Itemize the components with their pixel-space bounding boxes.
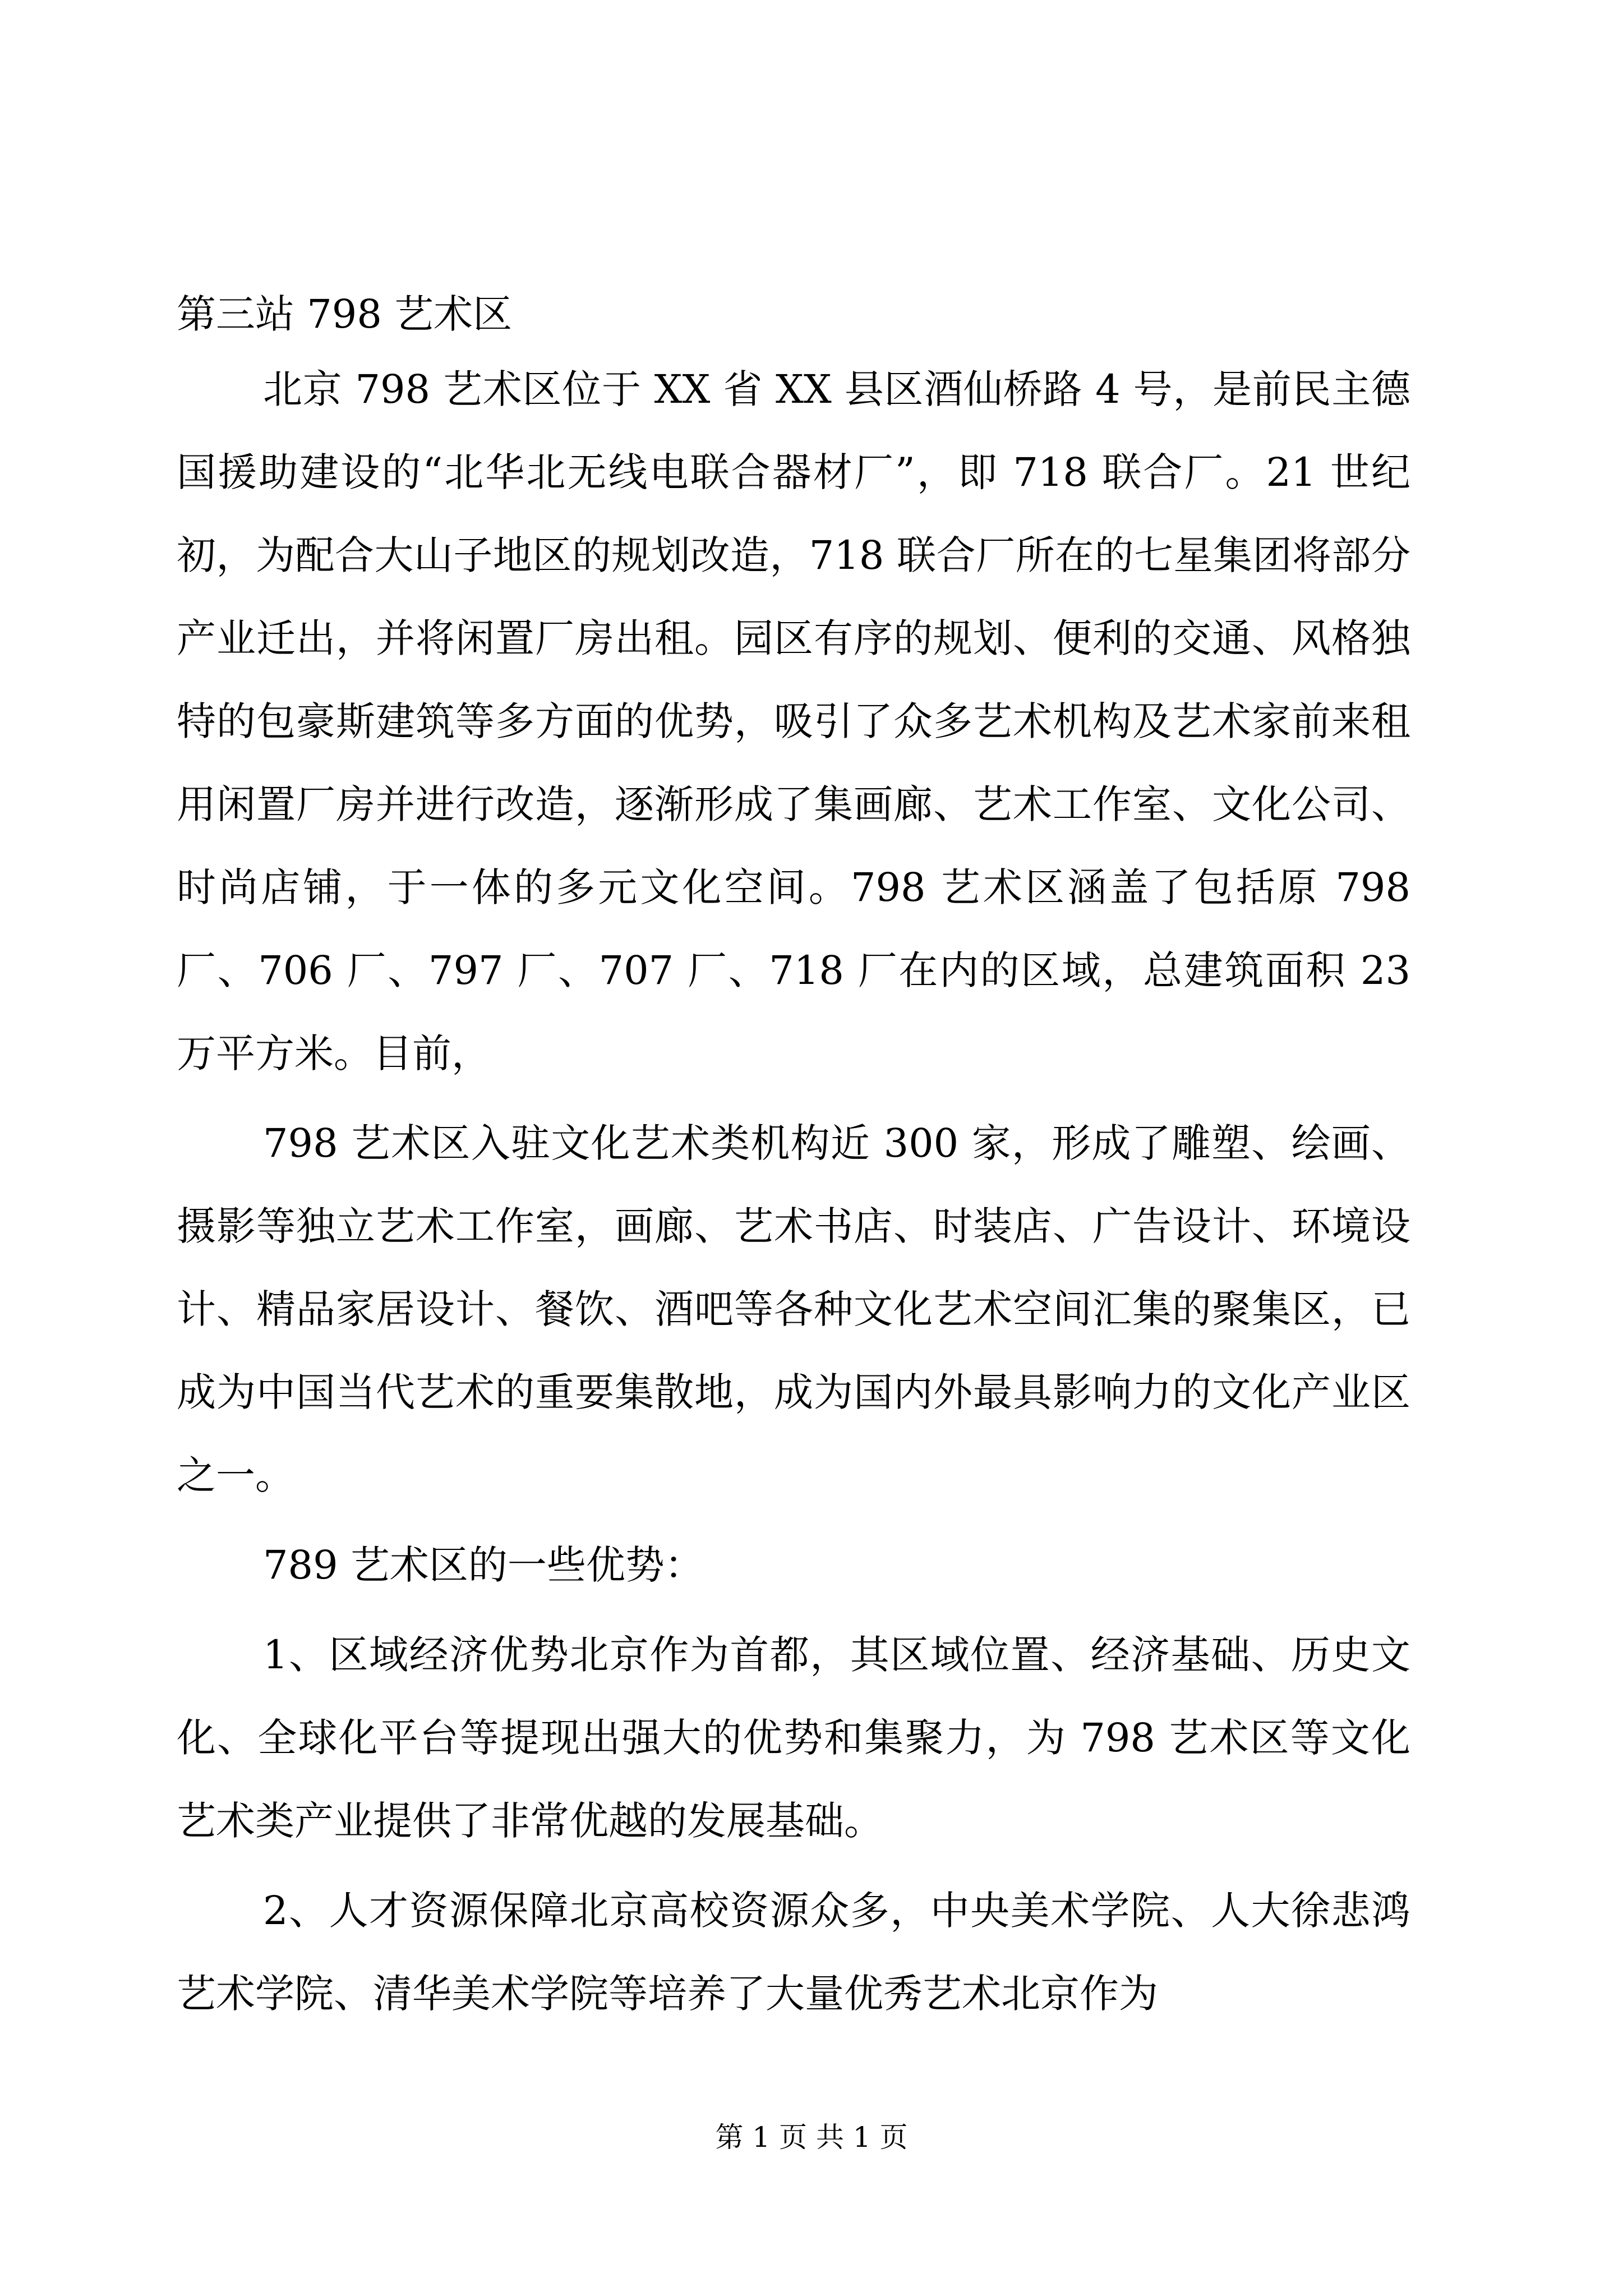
paragraph-intro: 北京 798 艺术区位于 XX 省 XX 县区酒仙桥路 4 号，是前民主德国援助建设的“北华北无线电联合器材厂”，即 718 联合厂。21 世纪初，为配合大山子地区的规划改造，718 联合厂所在的七星集团将部分产业迁出，并将闲置厂房出租。园区有序的规划、便利的交通、风格独特的包豪斯建筑等多方面的优势，吸引了众多艺术机构及艺术家前来租用闲置厂房并进行改造，逐渐形成了集画廊、艺术工作室、文化公司、时尚店铺，于一体的多元文化空间。798 艺术区涵盖了包括原 798 厂、706 厂、797 厂、707 厂、718 厂在内的区域，总建筑面积 23 万平方米。目前， bbox=[177, 366, 1410, 1076]
document-body bbox=[177, 280, 1410, 2042]
paragraph-advantages-title: 789 艺术区的一些优势： bbox=[263, 1542, 704, 1588]
page-footer: 第 1 页 共 1 页 bbox=[715, 2121, 908, 2154]
section-heading: 第三站 798 艺术区 bbox=[177, 291, 513, 337]
paragraph-advantage-2: 2、人才资源保障北京高校资源众多，中央美术学院、人大徐悲鸿艺术学院、清华美术学院等培养了大量优秀艺术北京作为 bbox=[177, 1888, 1410, 2017]
paragraph-institutions: 798 艺术区入驻文化艺术类机构近 300 家，形成了雕塑、绘画、摄影等独立艺术工作室，画廊、艺术书店、时装店、广告设计、环境设计、精品家居设计、餐饮、酒吧等各种文化艺术空间汇集的聚集区，已成为中国当代艺术的重要集散地，成为国内外最具影响力的文化产业区之一。 bbox=[177, 1120, 1410, 1498]
paragraph-advantage-1: 1、区域经济优势北京作为首都，其区域位置、经济基础、历史文化、全球化平台等提现出强大的优势和集聚力，为 798 艺术区等文化艺术类产业提供了非常优越的发展基础。 bbox=[177, 1632, 1410, 1844]
